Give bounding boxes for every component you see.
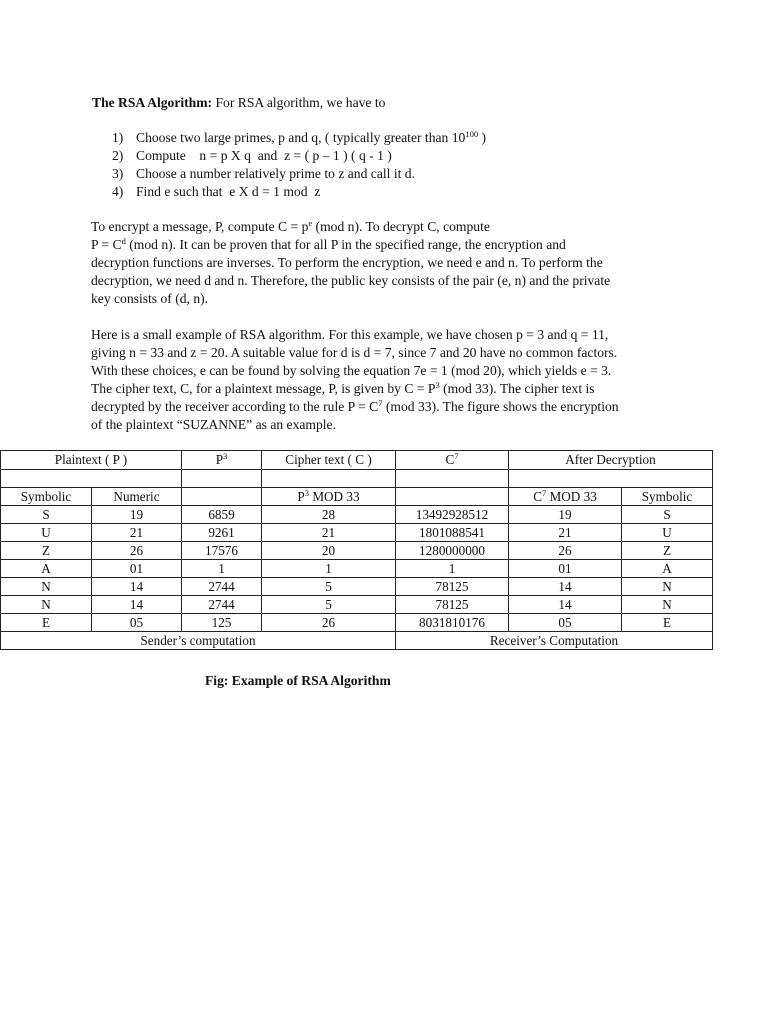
table-cell: 05 <box>509 614 622 632</box>
table-cell: 78125 <box>396 578 509 596</box>
table-row <box>1 542 713 560</box>
table-cell: 2744 <box>182 578 262 596</box>
table-cell: 5 <box>262 578 396 596</box>
table-cell: 1280000000 <box>396 542 509 560</box>
table-cell: 78125 <box>396 596 509 614</box>
table-cell: 21 <box>262 524 396 542</box>
header-after-decryption: After Decryption <box>509 451 713 470</box>
table-cell: 28 <box>262 506 396 524</box>
header-c-seventh: $C^7$ <box>396 451 509 470</box>
list-item: 4) Find e such that e X d = 1 mod z <box>112 184 321 199</box>
section-title: The RSA Algorithm: <box>92 95 213 110</box>
table-row <box>1 596 713 614</box>
table-cell: Z <box>622 542 713 560</box>
table-cell: 26 <box>509 542 622 560</box>
table-cell: 125 <box>182 614 262 632</box>
table-cell: 1 <box>396 560 509 578</box>
figure-caption: Fig: Example of RSA Algorithm <box>205 673 391 688</box>
receiver-computation-label: Receiver’s Computation <box>396 632 713 650</box>
header-cipher-text: Cipher text ( C ) <box>262 451 396 470</box>
table-cell: S <box>1 506 92 524</box>
table-row <box>1 560 713 578</box>
table-cell: 26 <box>92 542 182 560</box>
table-cell: 8031810176 <box>396 614 509 632</box>
intro-line <box>92 94 692 112</box>
sender-computation-label: Sender’s computation <box>1 632 396 650</box>
table-header-row <box>1 451 713 470</box>
table-cell: 19 <box>92 506 182 524</box>
table-cell: U <box>1 524 92 542</box>
table-cell: 1 <box>262 560 396 578</box>
table-cell: 21 <box>92 524 182 542</box>
table-cell: 6859 <box>182 506 262 524</box>
table-cell: 14 <box>92 596 182 614</box>
table-cell: 1 <box>182 560 262 578</box>
table-cell: 1801088541 <box>396 524 509 542</box>
table-cell: 01 <box>92 560 182 578</box>
table-cell: 14 <box>92 578 182 596</box>
table-cell: 19 <box>509 506 622 524</box>
list-item: 2) Compute n = p X q and z = ( p – 1 ) ( q - 1 ) <box>112 148 392 163</box>
table-cell: E <box>622 614 713 632</box>
header-p-cubed: $P^3$ <box>182 451 262 470</box>
table-footer-row <box>1 632 713 650</box>
table-cell: U <box>622 524 713 542</box>
table-cell: Z <box>1 542 92 560</box>
table-cell: 14 <box>509 596 622 614</box>
table-cell: A <box>1 560 92 578</box>
table-cell: 9261 <box>182 524 262 542</box>
table-cell: 17576 <box>182 542 262 560</box>
table-row <box>1 506 713 524</box>
steps-list <box>112 129 712 201</box>
encryption-paragraph: To encrypt a message, P, compute $C = p^e$ (mod n). To decrypt C, compute $P = C^d$ (mod n). It can be proven that for all P in the specified range, the encryption and decryption functions are inverses. To perform the encryption, we need e and n. To perform the decryption, we need d and n. Therefore, the public key consists of the pair (e, n) and the private key consists of (d, n). <box>91 218 611 306</box>
table-cell: E <box>1 614 92 632</box>
table-cell: 5 <box>262 596 396 614</box>
table-cell: 26 <box>262 614 396 632</box>
intro-text: For RSA algorithm, we have to <box>215 95 386 110</box>
table-cell: 05 <box>92 614 182 632</box>
table-cell: 20 <box>262 542 396 560</box>
table-spacer-row <box>1 470 713 488</box>
table-subheader-row: Symbolic Numeric $P^3$ MOD 33 $C^7$ MOD 33 Symbolic <box>1 488 713 506</box>
table-row <box>1 524 713 542</box>
table-cell: 01 <box>509 560 622 578</box>
table-cell: A <box>622 560 713 578</box>
header-plaintext: Plaintext ( P ) <box>1 451 182 470</box>
table-cell: N <box>1 578 92 596</box>
list-item: 1) Choose two large primes, p and q, ( typically greater than $10^{100}$ ) <box>112 129 486 145</box>
table-cell: S <box>622 506 713 524</box>
example-paragraph: Here is a small example of RSA algorithm. For this example, we have chosen p = 3 and q = 11, giving n = 33 and z = 20. A suitable value for d is d = 7, since 7 and 20 have no common factors. With these choices, e can be found by solving the equation 7e = 1 (mod 20), which yields e = 3. The cipher text, C, for a plaintext message, P, is given by $C = P^3$ (mod 33). The cipher text is decrypted by the receiver according to the rule $P = C^7$ (mod 33). The figure shows the encryption of the plaintext “SUZANNE” as an example. <box>91 327 619 432</box>
table-row <box>1 578 713 596</box>
table-cell: 2744 <box>182 596 262 614</box>
table-cell: N <box>622 596 713 614</box>
table-cell: N <box>1 596 92 614</box>
table-cell: N <box>622 578 713 596</box>
table-row <box>1 614 713 632</box>
table-cell: 13492928512 <box>396 506 509 524</box>
table-cell: 21 <box>509 524 622 542</box>
table-cell: 14 <box>509 578 622 596</box>
rsa-example-table <box>0 450 713 650</box>
list-item: 3) Choose a number relatively prime to z and call it d. <box>112 166 415 181</box>
